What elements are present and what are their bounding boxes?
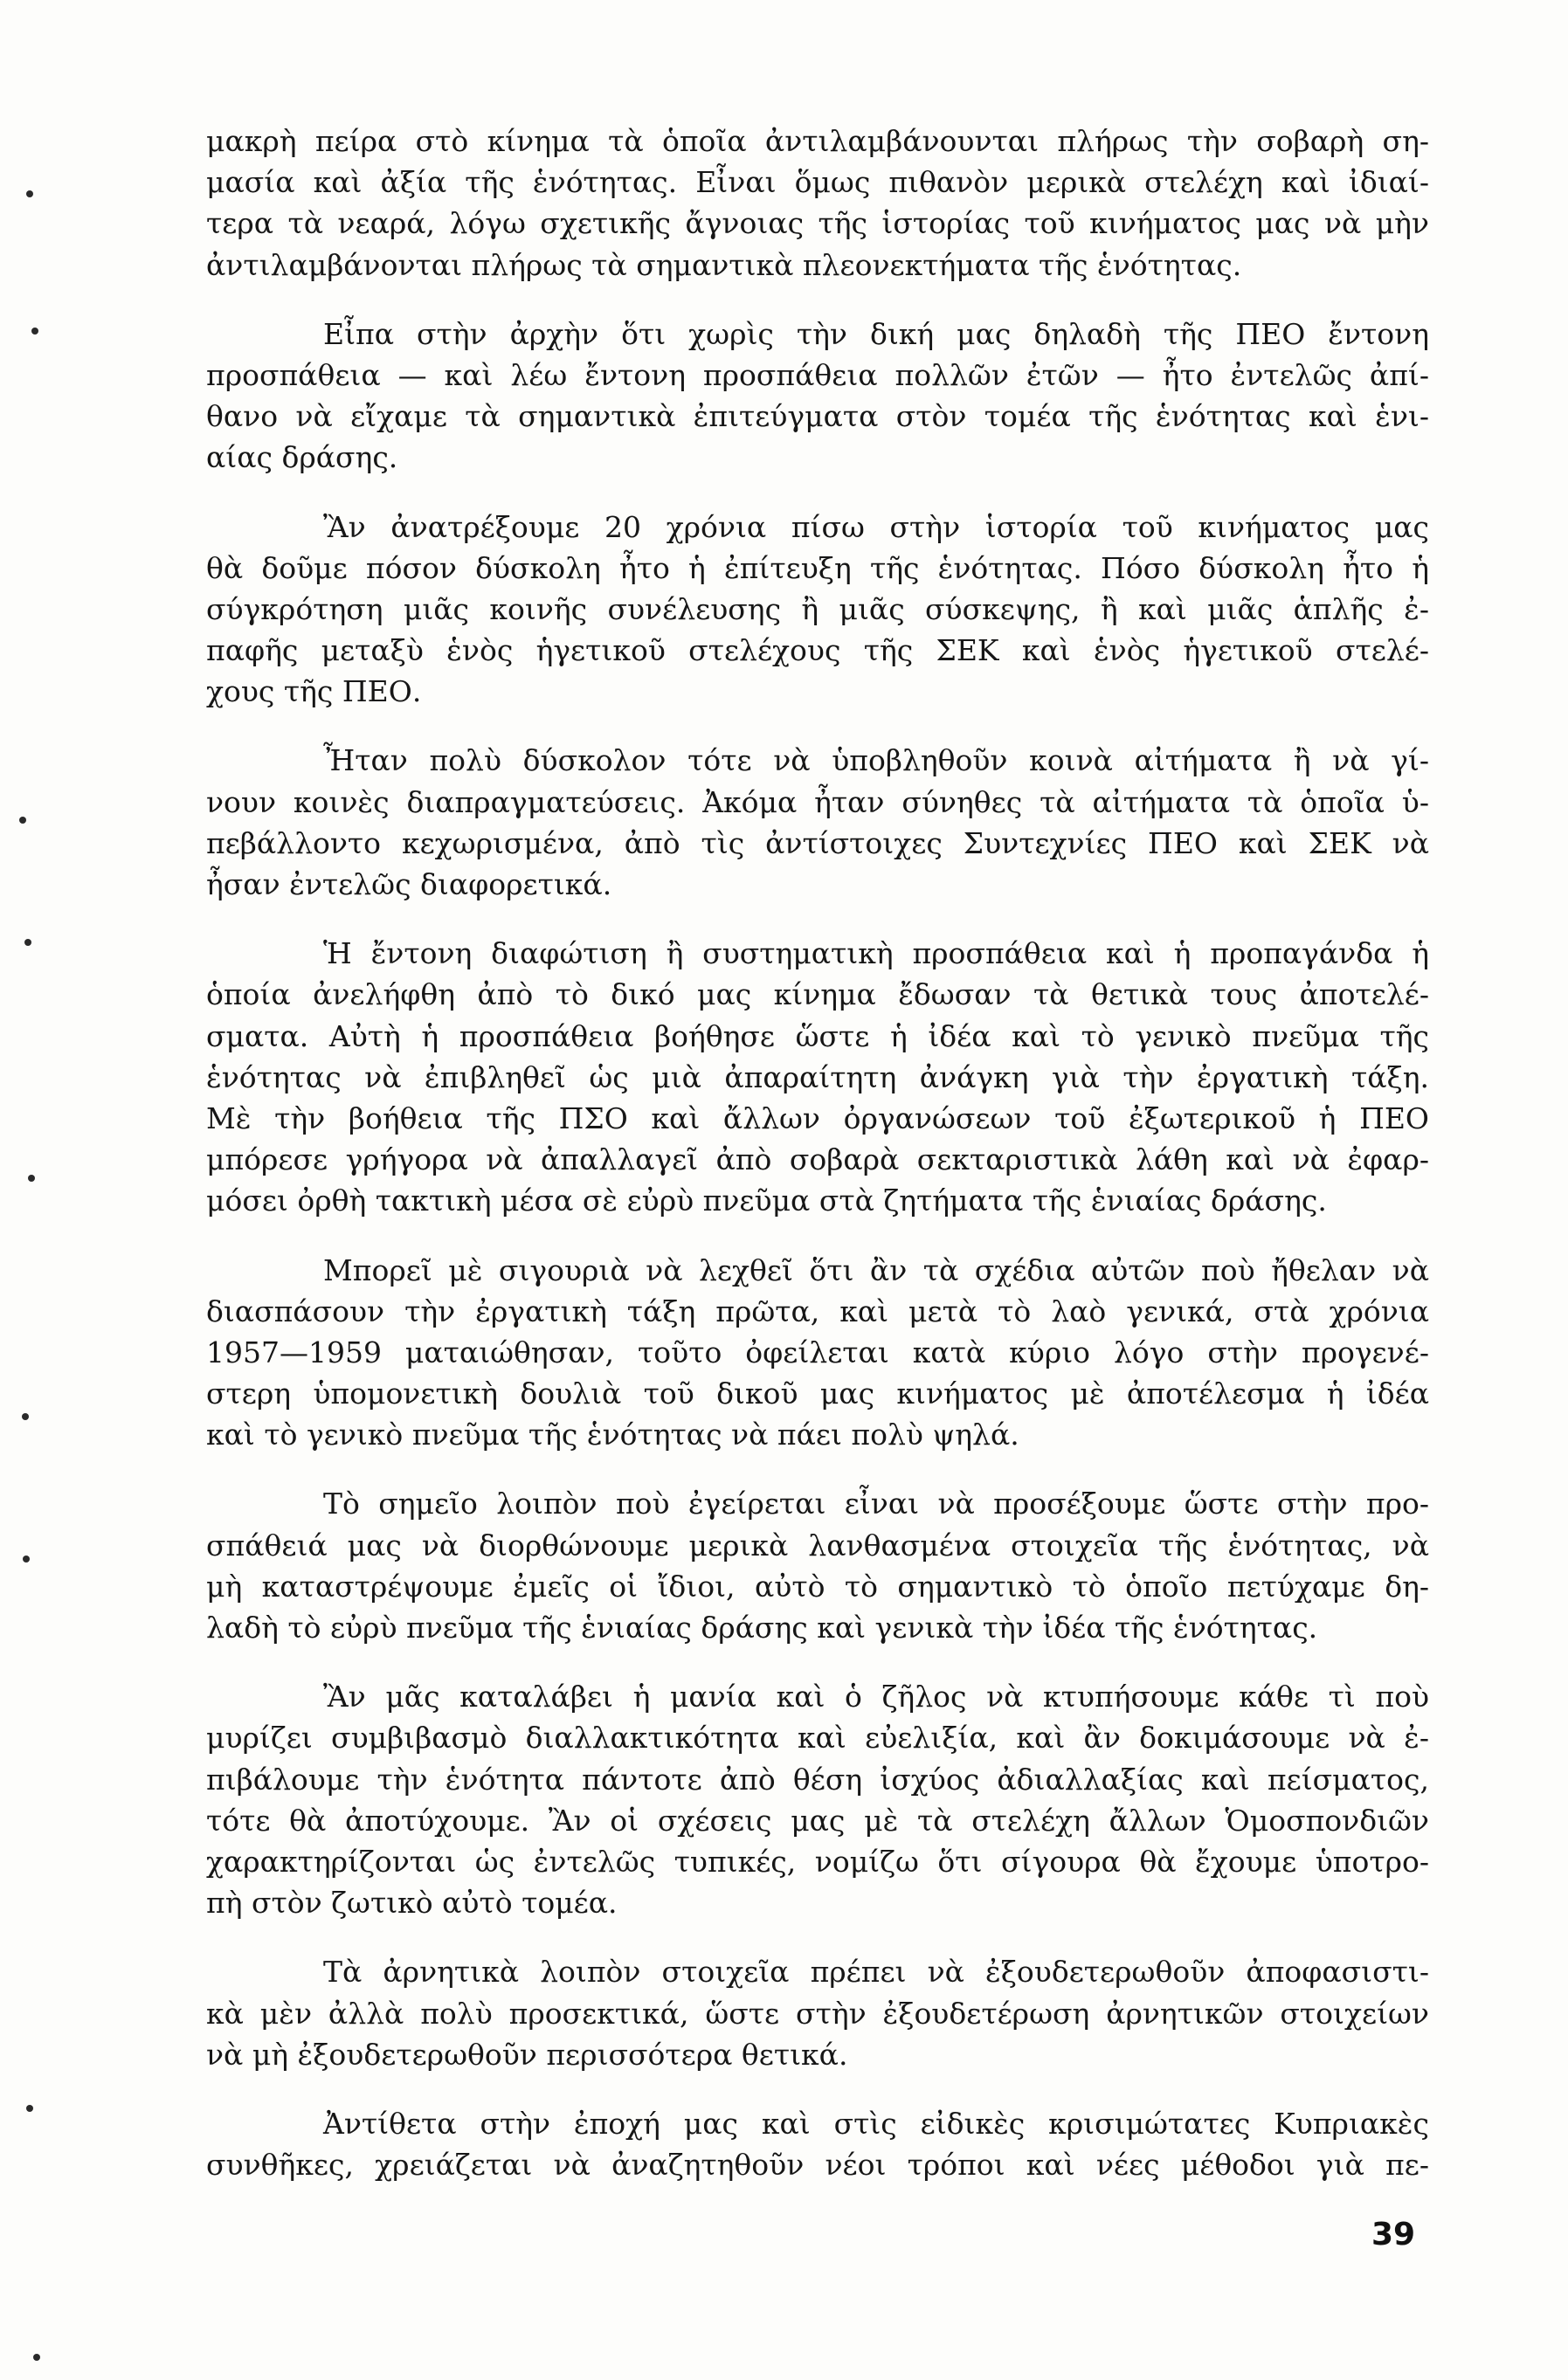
text-line: 1957—1959 ματαιώθησαν, τοῦτο ὀφείλεται κατὰ κύριο λόγο στὴν προγενέ-: [206, 1335, 1429, 1369]
paragraph: [206, 1951, 1429, 2075]
text-line: σπάθειά μας νὰ διορθώνουμε μερικὰ λανθασμένα στοιχεῖα τῆς ἑνότητας, νὰ: [206, 1528, 1429, 1563]
margin-speck: [31, 328, 38, 335]
paragraph: [206, 507, 1429, 713]
text-line: μπόρεσε γρήγορα νὰ ἀπαλλαγεῖ ἀπὸ σοβαρὰ σεκταριστικὰ λάθη καὶ νὰ ἐφαρ-: [206, 1142, 1429, 1177]
margin-speck: [24, 939, 31, 946]
text-line: καὶ τὸ γενικὸ πνεῦμα τῆς ἑνότητας νὰ πάει πολὺ ψηλά.: [206, 1418, 1019, 1452]
text-line: ὁποία ἀνελήφθη ἀπὸ τὸ δικό μας κίνημα ἔδωσαν τὰ θετικὰ τους ἀποτελέ-: [206, 977, 1429, 1012]
paragraph: [206, 1250, 1429, 1456]
paragraph: [206, 121, 1429, 286]
text-line: διασπάσουν τὴν ἐργατικὴ τάξη πρῶτα, καὶ μετὰ τὸ λαὸ γενικά, στὰ χρόνια: [206, 1293, 1429, 1328]
margin-speck: [28, 1175, 35, 1182]
text-line: σματα. Αὐτὴ ἡ προσπάθεια βοήθησε ὥστε ἡ ἰδέα καὶ τὸ γενικὸ πνεῦμα τῆς: [206, 1018, 1429, 1053]
text-line: Ἦταν πολὺ δύσκολον τότε νὰ ὑποβληθοῦν κοινὰ αἰτήματα ἢ νὰ γί-: [323, 743, 1429, 778]
text-line: Τὸ σημεῖο λοιπὸν ποὺ ἐγείρεται εἶναι νὰ προσέξουμε ὥστε στὴν προ-: [323, 1487, 1429, 1521]
text-line: Ἂν ἀνατρέξουμε 20 χρόνια πίσω στὴν ἱστορία τοῦ κινήματος μας: [323, 509, 1429, 544]
text-line: στερη ὑπομονετικὴ δουλιὰ τοῦ δικοῦ μας κινήματος μὲ ἀποτέλεσμα ἡ ἰδέα: [206, 1376, 1429, 1411]
paragraph: [206, 314, 1429, 479]
page-number: 39: [1371, 2217, 1416, 2252]
text-line: μὴ καταστρέψουμε ἐμεῖς οἱ ἴδιοι, αὐτὸ τὸ σημαντικὸ τὸ ὁποῖο πετύχαμε δη-: [206, 1569, 1429, 1604]
text-line: Ἀντίθετα στὴν ἐποχή μας καὶ στὶς εἰδικὲς κρισιμώτατες Κυπριακὲς: [323, 2106, 1429, 2141]
margin-speck: [26, 190, 33, 197]
margin-speck: [23, 1556, 30, 1563]
text-line: πὴ στὸν ζωτικὸ αὐτὸ τομέα.: [206, 1886, 618, 1921]
text-line: Εἶπα στὴν ἀρχὴν ὅτι χωρὶς τὴν δική μας δηλαδὴ τῆς ΠΕΟ ἔντονη: [323, 316, 1429, 351]
text-line: αίας δράσης.: [206, 440, 398, 475]
text-line: μακρὴ πείρα στὸ κίνημα τὰ ὁποῖα ἀντιλαμβάνουνται πλήρως τὴν σοβαρὴ ση-: [206, 124, 1429, 158]
text-line: θανο νὰ εἴχαμε τὰ σημαντικὰ ἐπιτεύγματα στὸν τομέα τῆς ἑνότητας καὶ ἑνι-: [206, 399, 1429, 434]
text-line: Μὲ τὴν βοήθεια τῆς ΠΣΟ καὶ ἄλλων ὀργανώσεων τοῦ ἐξωτερικοῦ ἡ ΠΕΟ: [206, 1100, 1429, 1135]
text-line: χους τῆς ΠΕΟ.: [206, 674, 422, 709]
text-line: Μπορεῖ μὲ σιγουριὰ νὰ λεχθεῖ ὅτι ἂν τὰ σχέδια αὐτῶν ποὺ ἤθελαν νὰ: [323, 1252, 1429, 1287]
paragraph: [206, 740, 1429, 905]
text-line: χαρακτηρίζονται ὡς ἐντελῶς τυπικές, νομίζω ὅτι σίγουρα θὰ ἔχουμε ὑποτρο-: [206, 1844, 1429, 1879]
text-line: πιβάλουμε τὴν ἑνότητα πάντοτε ἀπὸ θέση ἰσχύος ἀδιαλλαξίας καὶ πείσματος,: [206, 1762, 1429, 1797]
text-line: ἀντιλαμβάνονται πλήρως τὰ σημαντικὰ πλεονεκτήματα τῆς ἑνότητας.: [206, 247, 1242, 282]
text-line: συνθῆκες, χρειάζεται νὰ ἀναζητηθοῦν νέοι τρόποι καὶ νέες μέθοδοι γιὰ πε-: [206, 2148, 1429, 2183]
text-line: τότε θὰ ἀποτύχουμε. Ἂν οἱ σχέσεις μας μὲ τὰ στελέχη ἄλλων Ὁμοσπονδιῶν: [206, 1803, 1429, 1838]
paragraph: [206, 2103, 1429, 2185]
text-line: κὰ μὲν ἀλλὰ πολὺ προσεκτικά, ὥστε στὴν ἐξουδετέρωση ἀρνητικῶν στοιχείων: [206, 1996, 1429, 2031]
text-line: Τὰ ἀρνητικὰ λοιπὸν στοιχεῖα πρέπει νὰ ἐξουδετερωθοῦν ἀποφασιστι-: [323, 1955, 1429, 1990]
text-line: παφῆς μεταξὺ ἑνὸς ἡγετικοῦ στελέχους τῆς ΣΕΚ καὶ ἑνὸς ἡγετικοῦ στελέ-: [206, 633, 1429, 668]
text-line: μασία καὶ ἀξία τῆς ἑνότητας. Εἶναι ὅμως πιθανὸν μερικὰ στελέχη καὶ ἰδιαί-: [206, 165, 1429, 200]
text-line: προσπάθεια — καὶ λέω ἔντονη προσπάθεια πολλῶν ἐτῶν — ἦτο ἐντελῶς ἀπί-: [206, 357, 1429, 392]
text-line: θὰ δοῦμε πόσον δύσκολη ἦτο ἡ ἐπίτευξη τῆς ἑνότητας. Πόσο δύσκολη ἦτο ἡ: [206, 550, 1429, 585]
margin-speck: [26, 2105, 33, 2112]
text-line: νὰ μὴ ἐξουδετερωθοῦν περισσότερα θετικά.: [206, 2037, 848, 2072]
text-line: πεβάλλοντο κεχωρισμένα, ἀπὸ τὶς ἀντίστοιχες Συντεχνίες ΠΕΟ καὶ ΣΕΚ νὰ: [206, 825, 1429, 860]
margin-speck: [19, 817, 26, 824]
text-line: νουν κοινὲς διαπραγματεύσεις. Ἀκόμα ἦταν σύνηθες τὰ αἰτήματα τὰ ὁποῖα ὑ-: [206, 784, 1429, 819]
text-line: ἦσαν ἐντελῶς διαφορετικά.: [206, 867, 612, 901]
text-line: ἑνότητας νὰ ἐπιβληθεῖ ὡς μιὰ ἀπαραίτητη ἀνάγκη γιὰ τὴν ἐργατικὴ τάξη.: [206, 1059, 1429, 1094]
paragraph: [206, 933, 1429, 1221]
text-line: Ἡ ἔντονη διαφώτιση ἢ συστηματικὴ προσπάθεια καὶ ἡ προπαγάνδα ἡ: [323, 936, 1429, 971]
paragraph: [206, 1676, 1429, 1923]
text-line: τερα τὰ νεαρά, λόγω σχετικῆς ἄγνοιας τῆς ἱστορίας τοῦ κινήματος μας νὰ μὴν: [206, 206, 1429, 241]
text-line: μόσει ὀρθὴ τακτικὴ μέσα σὲ εὐρὺ πνεῦμα στὰ ζητήματα τῆς ἑνιαίας δράσης.: [206, 1183, 1327, 1218]
margin-speck: [33, 2354, 40, 2361]
text-line: σύγκρότηση μιᾶς κοινῆς συνέλευσης ἢ μιᾶς σύσκεψης, ἢ καὶ μιᾶς ἁπλῆς ἐ-: [206, 591, 1429, 626]
margin-speck: [22, 1413, 29, 1420]
text-line: μυρίζει συμβιβασμὸ διαλλακτικότητα καὶ εὐελιξία, καὶ ἂν δοκιμάσουμε νὰ ἐ-: [206, 1721, 1429, 1756]
paragraph: [206, 1483, 1429, 1648]
text-line: Ἂν μᾶς καταλάβει ἡ μανία καὶ ὁ ζῆλος νὰ κτυπήσουμε κάθε τὶ ποὺ: [323, 1680, 1429, 1714]
body-text: [206, 121, 1429, 2185]
text-line: λαδὴ τὸ εὐρὺ πνεῦμα τῆς ἑνιαίας δράσης καὶ γενικὰ τὴν ἰδέα τῆς ἑνότητας.: [206, 1611, 1318, 1645]
